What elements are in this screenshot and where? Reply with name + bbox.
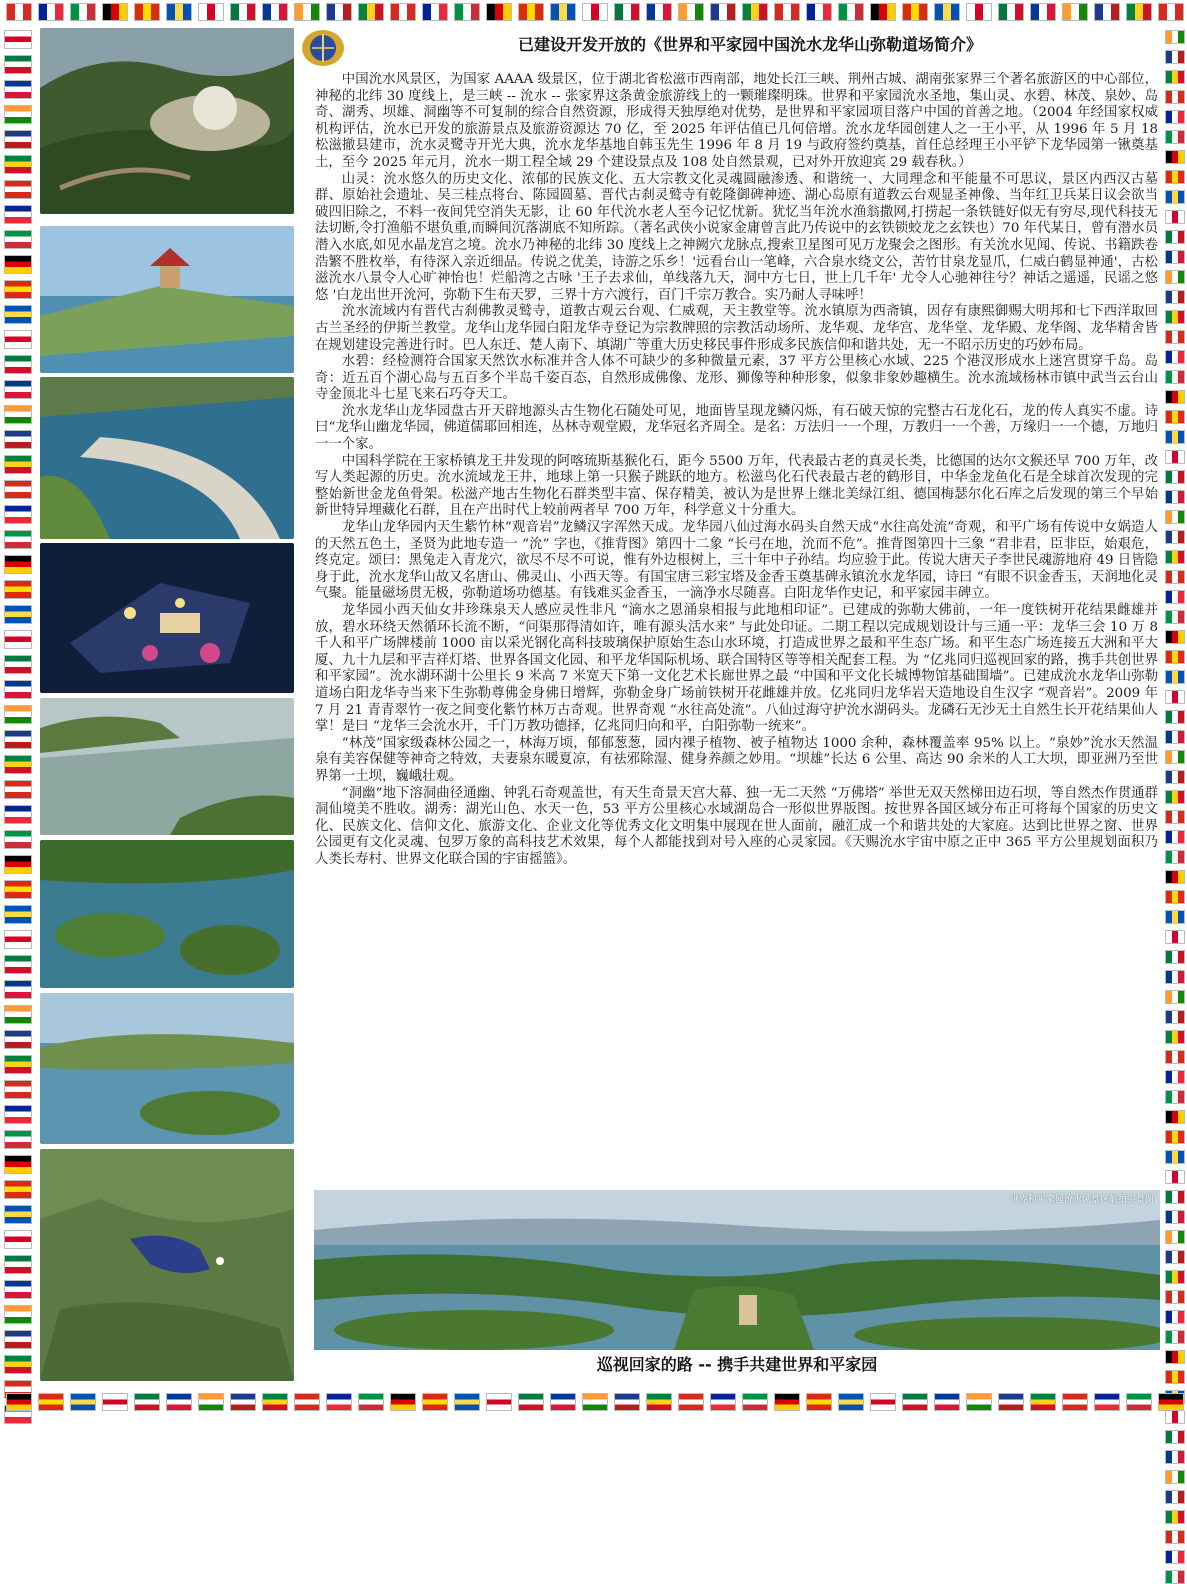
photo-islands-haze [40, 698, 294, 835]
flag-icon [230, 1393, 256, 1411]
flag-icon [678, 3, 704, 21]
flag-icon [198, 3, 224, 21]
flag-border-right [1163, 26, 1187, 1389]
flag-icon [1165, 530, 1185, 544]
flag-icon [4, 1105, 32, 1124]
flag-icon [4, 455, 32, 474]
flag-icon [1165, 970, 1185, 984]
flag-icon [1165, 1250, 1185, 1264]
flag-icon [454, 3, 480, 21]
flag-icon [1165, 1050, 1185, 1064]
flag-icon [1165, 1310, 1185, 1324]
flag-icon [1165, 1490, 1185, 1504]
flag-icon [4, 430, 32, 449]
flag-icon [1165, 650, 1185, 664]
flag-icon [582, 3, 608, 21]
flag-icon [358, 3, 384, 21]
flag-icon [1165, 870, 1185, 884]
flag-icon [582, 1393, 608, 1411]
flag-icon [1165, 150, 1185, 164]
flag-icon [4, 305, 32, 324]
flag-icon [1165, 610, 1185, 624]
photo-lake-islands-wide [40, 993, 294, 1144]
flag-icon [4, 580, 32, 599]
flag-icon [614, 1393, 640, 1411]
flag-icon [4, 1305, 32, 1324]
flag-icon [1165, 510, 1185, 524]
flag-icon [4, 130, 32, 149]
flag-icon [1165, 190, 1185, 204]
flag-icon [1165, 450, 1185, 464]
flag-icon [422, 1393, 448, 1411]
flag-icon [646, 1393, 672, 1411]
flag-icon [4, 180, 32, 199]
flag-icon [4, 655, 32, 674]
flag-icon [1094, 1393, 1120, 1411]
flag-icon [294, 3, 320, 21]
flag-icon [4, 505, 32, 524]
photo-satellite-map [40, 1149, 294, 1381]
flag-icon [1165, 930, 1185, 944]
flag-icon [4, 1030, 32, 1049]
flag-icon [102, 3, 128, 21]
flag-icon [4, 530, 32, 549]
flag-icon [1165, 1570, 1185, 1584]
flag-icon [1165, 590, 1185, 604]
flag-icon [1165, 1230, 1185, 1244]
flag-icon [1165, 1030, 1185, 1044]
flag-icon [4, 780, 32, 799]
flag-icon [806, 3, 832, 21]
flag-icon [1165, 1550, 1185, 1564]
flag-icon [486, 3, 512, 21]
flag-icon [1165, 1430, 1185, 1444]
photo-lake-forest-islands [40, 840, 294, 988]
flag-icon [4, 705, 32, 724]
flag-icon [1165, 1330, 1185, 1344]
flag-icon [4, 1330, 32, 1349]
flag-icon [390, 1393, 416, 1411]
flag-icon [934, 3, 960, 21]
photo-night-temple-complex [40, 543, 294, 693]
flag-border-top [0, 0, 1187, 26]
flag-icon [1165, 290, 1185, 304]
flag-icon [902, 3, 928, 21]
flag-icon [1165, 1270, 1185, 1284]
flag-icon [70, 3, 96, 21]
flag-icon [742, 3, 768, 21]
flag-icon [870, 1393, 896, 1411]
flag-icon [1165, 1530, 1185, 1544]
paragraph-forest-spring-dam: “林茂”国家级森林公园之一，林海万顷，郁郁葱葱，园内裸子植物、被子植物达 1000 余种，森林覆盖率 95% 以上。“泉妙”沇水天然温泉有美容保健等神奇之特效，夫妻泉东暖夏凉，有祛邪除湿、健身养颜之妙用。“坝雄”长达 6 公里、高达 90 余米的人工大坝，即亚洲乃至世界第一土坝，巍峨壮观。 [315, 735, 1158, 784]
flag-icon [1165, 130, 1185, 144]
flag-icon [326, 3, 352, 21]
flag-icon [4, 1230, 32, 1249]
flag-icon [4, 1280, 32, 1299]
flag-icon [998, 1393, 1024, 1411]
flag-icon [1165, 570, 1185, 584]
flag-icon [4, 30, 32, 49]
flag-icon [1165, 830, 1185, 844]
flag-icon [1165, 850, 1185, 864]
flag-icon [1165, 1070, 1185, 1084]
flag-icon [1165, 330, 1185, 344]
flag-icon [4, 1055, 32, 1074]
flag-icon [4, 1205, 32, 1224]
flag-icon [1158, 3, 1184, 21]
flag-icon [710, 3, 736, 21]
flag-icon [134, 3, 160, 21]
flag-icon [166, 3, 192, 21]
flag-icon [1165, 1450, 1185, 1464]
panorama-aerial-photo [314, 1190, 1160, 1350]
flag-icon [838, 1393, 864, 1411]
flag-icon [838, 3, 864, 21]
flag-icon [1165, 170, 1185, 184]
flag-icon [1165, 1170, 1185, 1184]
flag-icon [102, 1393, 128, 1411]
flag-icon [1165, 50, 1185, 64]
flag-icon [1165, 250, 1185, 264]
flag-icon [1030, 1393, 1056, 1411]
flag-icon [1165, 1370, 1185, 1384]
flag-icon [902, 1393, 928, 1411]
flag-icon [1165, 1510, 1185, 1524]
flag-icon [1165, 1010, 1185, 1024]
flag-icon [326, 1393, 352, 1411]
flag-icon [4, 230, 32, 249]
flag-icon [38, 1393, 64, 1411]
flag-icon [1165, 70, 1185, 84]
flag-icon [1165, 950, 1185, 964]
flag-icon [358, 1393, 384, 1411]
flag-icon [4, 755, 32, 774]
flag-icon [1165, 710, 1185, 724]
flag-icon [710, 1393, 736, 1411]
flag-icon [4, 805, 32, 824]
flag-icon [966, 1393, 992, 1411]
flag-icon [262, 3, 288, 21]
flag-icon [4, 1180, 32, 1199]
flag-icon [4, 955, 32, 974]
flag-border-bottom [0, 1389, 1187, 1417]
flag-icon [1165, 890, 1185, 904]
flag-icon [1165, 210, 1185, 224]
flag-icon [4, 880, 32, 899]
flag-icon [1165, 550, 1185, 564]
paragraph-intro: 中国沇水风景区，为国家 AAAA 级景区，位于湖北省松滋市西南部，地处长江三峡、荆州古城、湖南张家界三个著名旅游区的中心部位，神秘的北纬 30 度线上，是三峡 -- 沇水 -- 张家界这条黄金旅游线上的一颗璀璨明珠。世界和平家园沇水圣地，集山灵、水碧、林茂、泉妙、岛奇、湖秀、坝雄、洞幽等不可复制的综合自然资源，形成得天独厚绝对优势，是世界和平家园项目落户中国的首善之地。（2004 年经国家权威机构评估，沇水已开发的旅游景点及旅游资源达 70 亿，至 2025 年评估值已几何倍增。沇水龙华园创建人之一王小平，从 1996 年 5 月 18 松滋撤县建市，沇水灵鹭寺开光大典，沇水龙华基地自韩玉先生 1996 年 8 月 19 与政府签约奠基，首任总经理王小平铲下龙华园第一锹奠基土，至今 2025 年元月，沇水一期工程全域 29 个建设景点及 108 处自然景观，已对外开放迎宾 29 载春秋。） [315, 72, 1158, 170]
flag-icon [486, 1393, 512, 1411]
photo-lake-pavilion [40, 226, 294, 373]
flag-icon [1165, 310, 1185, 324]
photo-dam-road [40, 377, 294, 539]
flag-icon [1165, 1350, 1185, 1364]
flag-icon [550, 1393, 576, 1411]
page-title: 已建设开发开放的《世界和平家园中国沇水龙华山弥勒道场简介》 [517, 35, 982, 54]
flag-icon [518, 1393, 544, 1411]
flag-icon [1165, 1090, 1185, 1104]
flag-icon [1165, 770, 1185, 784]
flag-icon [1165, 790, 1185, 804]
flag-icon [4, 1005, 32, 1024]
flag-icon [390, 3, 416, 21]
flag-icon [998, 3, 1024, 21]
flag-icon [614, 3, 640, 21]
flag-icon [1165, 30, 1185, 44]
article-body [315, 72, 1158, 1180]
flag-icon [1165, 630, 1185, 644]
flag-icon [4, 480, 32, 499]
flag-icon [4, 405, 32, 424]
flag-icon [518, 3, 544, 21]
flag-icon [4, 380, 32, 399]
flag-icon [4, 1155, 32, 1174]
flag-icon [1165, 810, 1185, 824]
flag-icon [422, 3, 448, 21]
flag-icon [678, 1393, 704, 1411]
flag-icon [4, 330, 32, 349]
flag-icon [934, 1393, 960, 1411]
flag-icon [1158, 1393, 1184, 1411]
flag-icon [4, 1255, 32, 1274]
flag-icon [1165, 730, 1185, 744]
flag-icon [1165, 230, 1185, 244]
flag-icon [6, 3, 32, 21]
flag-icon [1165, 90, 1185, 104]
flag-icon [4, 905, 32, 924]
flag-icon [806, 1393, 832, 1411]
flag-border-left [0, 26, 38, 1389]
flag-icon [1062, 1393, 1088, 1411]
flag-icon [4, 255, 32, 274]
flag-icon [1165, 270, 1185, 284]
flag-icon [1165, 390, 1185, 404]
flag-icon [1165, 370, 1185, 384]
paragraph-religion: 沇水流域内有晋代古刹佛教灵鹫寺，道教古观云台观、仁威观，天主教堂等。沇水镇原为西斋镇，因存有康熙御赐大明邦和七下西洋取回古兰圣经的伊斯兰教堂。龙华山龙华园白阳龙华寺登记为宗教牌照的宗教活动场所、龙华观、龙华宫、龙华堂、龙华殿、龙华阁、龙华精舍皆在规划建设完善进行时。巴人东迁、楚人南下、填湖广等重大历史移民事件形成多民族信仰和谐共处，无一不昭示历史的巧妙布局。 [315, 304, 1158, 353]
flag-icon [262, 1393, 288, 1411]
flag-icon [774, 1393, 800, 1411]
flag-icon [230, 3, 256, 21]
flag-icon [4, 355, 32, 374]
flag-icon [4, 1080, 32, 1099]
photo-buddha-statue-hill [40, 28, 294, 214]
flag-icon [1165, 690, 1185, 704]
flag-icon [4, 930, 32, 949]
panorama-caption: 世界和平家园沇水风景区航拍实景图 [1009, 1195, 1154, 1205]
flag-icon [1165, 1130, 1185, 1144]
paragraph-caves-lake: “洞幽”地下溶洞曲径通幽、钟乳石奇观盖世，有天生奇景天宫大幕、独一无二天然 “万佛塔” 举世无双天然梯田边石坝，等自然杰作贯通群洞仙境美不胜收。湖秀：湖光山色、水天一色，53 平方公里核心水域湖岛合一形似世界版图。按世界各国区域分布正可将每个国家的历史文化、民族文化、信仰文化、旅游文化、企业文化等优秀文化文明集中展现在世人面前，融汇成一个和谐共处的大家庭。达到比世界之窗、世界公园更有文化灵魂、包罗万象的高科技艺术效果，每个人都能找到对号入座的心灵家园。《天赐沇水宇宙中原之正中 365 平方公里规划面积乃人类长寿村、世界文化联合国的宇宙摇篮》。 [315, 785, 1158, 867]
flag-icon [1062, 3, 1088, 21]
flag-icon [4, 605, 32, 624]
flag-icon [4, 855, 32, 874]
flag-icon [4, 105, 32, 124]
flag-icon [1126, 1393, 1152, 1411]
flag-icon [1165, 1210, 1185, 1224]
flag-icon [1165, 350, 1185, 364]
flag-icon [4, 1355, 32, 1374]
flag-icon [1165, 110, 1185, 124]
paragraph-mountain: 山灵：沇水悠久的历史文化、浓郁的民族文化、五大宗教文化灵魂圆融渗透、和谐统一、大同理念和平能量不可思议，景区内西汉古墓群、原始社会遗址、吴三桂点将台、陈园圆墓、晋代古刹灵鹫寺有乾隆御碑神迹、湖心岛原有道教云台观显圣神像、当年红卫兵某日议会欲当破四旧除之，不料一夜间凭空消失无影，让 60 年代沇水老人至今记忆忧新。犹忆当年沇水渔翁撒网,打捞起一条铁链好似无有穷尽,现代科技无法切断,令打渔船不堪负重,而瞬间沉落湖底不知所踪。（著名武侠小说家金庸曾言此乃传说中的玄铁锁蛟龙之玄铁也）70 年代某日，曾有潜水员潜入水底,如见水晶龙宫之境。沇水乃神秘的北纬 30 度线上之神阙穴龙脉点,搜索卫星图可见万龙聚会之图形。有关沇水见闻、传说、书籍跌卷浩繁不胜枚举，有待深入亲近细品。传说之优美，诗游之乐乡！'远看台山一笔峰，六合泉水绕文公，苦竹甘泉龙显爪，仁威白鹤显神通'，古松滋沇水八景令人心旷神怡也！烂船湾之古咏 '王子去求仙，单线落九天，洞中方七日，世上几千年' 尤令人心驰神往兮？神话之遥遥，民谣之悠悠 '白龙出世开沇河，弥勒下生布天罗，三界十方六渡行，百门千宗万教合。实乃耐人寻味呼！ [315, 171, 1158, 303]
flag-icon [1165, 1110, 1185, 1124]
flag-icon [4, 280, 32, 299]
globe-emblem-icon [300, 28, 346, 68]
flag-icon [742, 1393, 768, 1411]
footer-slogan: 巡视回家的路 -- 携手共建世界和平家园 [596, 1355, 878, 1374]
flag-icon [4, 55, 32, 74]
flag-icon [966, 3, 992, 21]
flag-icon [1165, 750, 1185, 764]
flag-icon [454, 1393, 480, 1411]
paragraph-second-phase: 龙华园小西天仙女井珍珠泉天人感应灵性非凡 “滴水之恩涌泉相报与此地相印证”。已建成的弥勒大佛前，一年一度铁树开花结果雌雄并放，碧水环绕天然循环长流不断，“问渠那得清如许，唯有源头活水来” 与此处印证。二期工程以完成规划设计与三通一平：龙华三会 10 万 8 千人和平广场牌楼前 1000 亩以采光钢化高科技玻璃保护原始生态山水环境，打造成世界之最和平生态广场。和平生态广场连接五大洲和平大厦、九十九层和平吉祥灯塔、世界各国文化园、和平龙华国际机场、联合国特区等等相关配套工程。为 “亿兆同归巡视回家的路，携手共创世界和平家园”。沇水湖环湖十公里长 9 米高 7 米宽天下第一文化艺术长廊世界之最 “中国和平文化长城博物馆基础围墙”。已建成沇水龙华山弥勒道场白阳龙华寺当来下生弥勒尊佛金身佛日增辉，弥勒金身广场前铁树开花雌雄并放。亿兆同归龙华岩天造地设自生汉字 “观音岩”。2009 年 7 月 21 青青翠竹一夜之间变化紫竹林万古奇观。世界奇观 “水往高处流”。八仙过海守护沇水湖码头。龙磷石无沙无土自然生长开花结果仙人掌！是曰 “龙华三会沇水开，千门万教功德择，亿兆同归向和平，白阳弥勒一统来”。 [315, 603, 1158, 735]
flag-icon [1165, 1150, 1185, 1164]
flag-icon [4, 730, 32, 749]
paragraph-guanyin-rock: 龙华山龙华园内天生紫竹林“观音岩”龙鳞汉字浑然天成。龙华园八仙过海水码头自然天成“水往高处流”奇观，和平广场有传说中女娲造人的天然五色土，圣贤为此地专造一 “沇” 字也，《推背图》第四十二象 “长弓在地，沇而不危”。推背图第四十三象 “君非君，臣非臣，始艰危，终克定。颂曰：黑兔走入青龙穴，欲尽不尽不可说，惟有外边根树上，三十年中子孙结。均应验于此。传说大唐天子李世民魂游地府 49 日皆隐身于此，沇水龙华山故又名唐山、佛灵山、小西天等。有国宝唐三彩宝塔及金香玉奠基碑永镇沇水龙华园，诗曰 “有眼不识金香玉，天润地化灵气聚。能量磁场贯无极，弥勒道场功德基。有钱难买金香玉，一滴净水尽随喜。白阳龙华作史记，和平家园丰碑立。 [315, 520, 1158, 602]
flag-icon [1165, 490, 1185, 504]
flag-icon [70, 1393, 96, 1411]
flag-icon [294, 1393, 320, 1411]
flag-icon [134, 1393, 160, 1411]
flag-icon [1165, 470, 1185, 484]
flag-icon [1165, 910, 1185, 924]
flag-icon [4, 680, 32, 699]
flag-icon [1165, 670, 1185, 684]
flag-icon [1165, 430, 1185, 444]
flag-icon [1165, 410, 1185, 424]
flag-icon [1030, 3, 1056, 21]
flag-icon [38, 3, 64, 21]
flag-icon [6, 1393, 32, 1411]
flag-icon [198, 1393, 224, 1411]
flag-icon [166, 1393, 192, 1411]
flag-icon [4, 1130, 32, 1149]
flag-icon [1165, 1190, 1185, 1204]
flag-icon [4, 80, 32, 99]
flag-icon [4, 830, 32, 849]
paragraph-fossils-science: 中国科学院在王家桥镇龙王井发现的阿喀琉斯基猴化石，距今 5500 万年，代表最古老的真灵长类，比德国的达尔文猴还早 700 万年，改写人类起源的历史。沇水流域龙王井，地球上第一只猴子跳跃的地方。松滋鸟化石代表最古老的鹤形目，中华金龙鱼化石是全球首次发现的完整始新世金龙鱼骨架。松滋产地古生物化石群类型丰富、保存精美，被认为是世界上继北美绿江组、德国梅瑟尔化石库之后发现的第三个早始新世特异埋藏化石群，且在产出时代上较前两者早 700 万年，科学意义十分重大。 [315, 453, 1158, 519]
flag-icon [550, 3, 576, 21]
flag-icon [646, 3, 672, 21]
flag-icon [4, 630, 32, 649]
flag-icon [4, 555, 32, 574]
flag-icon [1165, 1290, 1185, 1304]
paragraph-water-islands: 水碧：经检测符合国家天然饮水标准并含人体不可缺少的多种微量元素，37 平方公里核心水域、225 个港汊形成水上迷宫贯穿千岛。岛奇：近五百个湖心岛与五百多个半岛千姿百态，自然形成佛像、龙形、狮像等种种形象，似象非象妙趣横生。沇水流域杨林市镇中武当云台山寺金顶北斗七星飞来石巧夺天工。 [315, 354, 1158, 403]
flag-icon [1165, 1470, 1185, 1484]
flag-icon [4, 155, 32, 174]
flag-icon [1126, 3, 1152, 21]
flag-icon [1094, 3, 1120, 21]
flag-icon [4, 205, 32, 224]
paragraph-fossils-dragon: 沇水龙华山龙华园盘古开天辟地源头古生物化石随处可见，地面皆呈现龙鳞闪烁，有石破天惊的完整古石龙化石，龙的传人真实不虚。诗曰“龙华山幽龙华园，佛道儒耶回相连，丛林寺观堂殿，龙华冠名齐周全。是名：万法归一一个理，万教归一一个善，万缘归一一个德，万地归一一个家。 [315, 403, 1158, 453]
flag-icon [4, 980, 32, 999]
flag-icon [1165, 990, 1185, 1004]
flag-icon [774, 3, 800, 21]
flag-icon [870, 3, 896, 21]
